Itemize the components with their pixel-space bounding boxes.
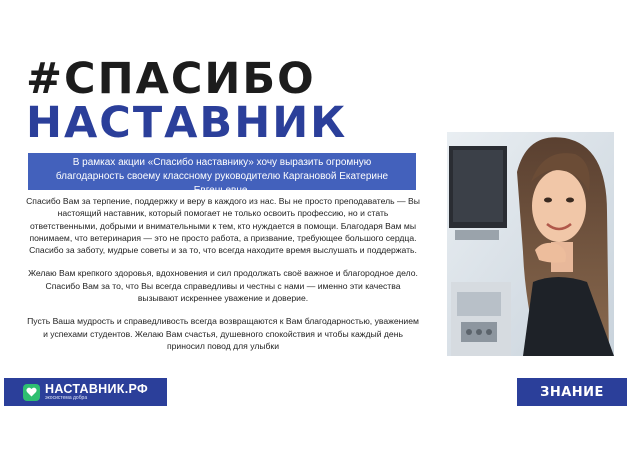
paragraph-1: Спасибо Вам за терпение, поддержку и веру в каждого из нас. Вы не просто преподаватель — Вы настоящий наставник, который помогает не только освоить профессию, но и стать ответственными, добрыми и внимательными к тем, кто нуждается в помощи. Благодаря Вам мы понимаем, что ветеринария — это не просто работа, а призвание, требующее большого сердца. Спасибо за заботу, мудрые советы и за то, что всегда находите время выслушать и поддержать.: [26, 196, 420, 256]
nastavnik-logo-subtitle: экосистема добра: [45, 395, 88, 402]
paragraph-2: Желаю Вам крепкого здоровья, вдохновения и сил продолжать своё важное и благородное дело. Спасибо Вам за то, что Вы всегда справедливы и честны с нами — именно эти качества вызывают искреннее уважение и доверие.: [28, 268, 418, 304]
headline-line1: #СПАСИБО: [26, 54, 316, 104]
photo-illustration: [447, 132, 614, 356]
nastavnik-logo: [4, 378, 167, 406]
mentor-photo: [447, 132, 614, 356]
headline-line2: НАСТАВНИК: [26, 98, 348, 148]
znanie-logo: [517, 378, 627, 406]
intro-banner: В рамках акции «Спасибо наставнику» хочу выразить огромную благодарность своему классному руководителю Каргановой Екатерине Евгеньевне.: [28, 153, 416, 190]
message-body: [26, 195, 420, 363]
nastavnik-logo-title: НАСТАВНИК.РФ: [45, 381, 148, 396]
znanie-logo-title: ЗНАНИЕ: [540, 384, 604, 400]
paragraph-3: Пусть Ваша мудрость и справедливость всегда возвращаются к Вам благодарностью, уважением и успехами студентов. Желаю Вам счастья, душевного спокойствия и чтобы каждый день приносил повод для улыбки: [27, 316, 419, 351]
headline: [26, 54, 348, 148]
heart-icon: [23, 384, 40, 401]
